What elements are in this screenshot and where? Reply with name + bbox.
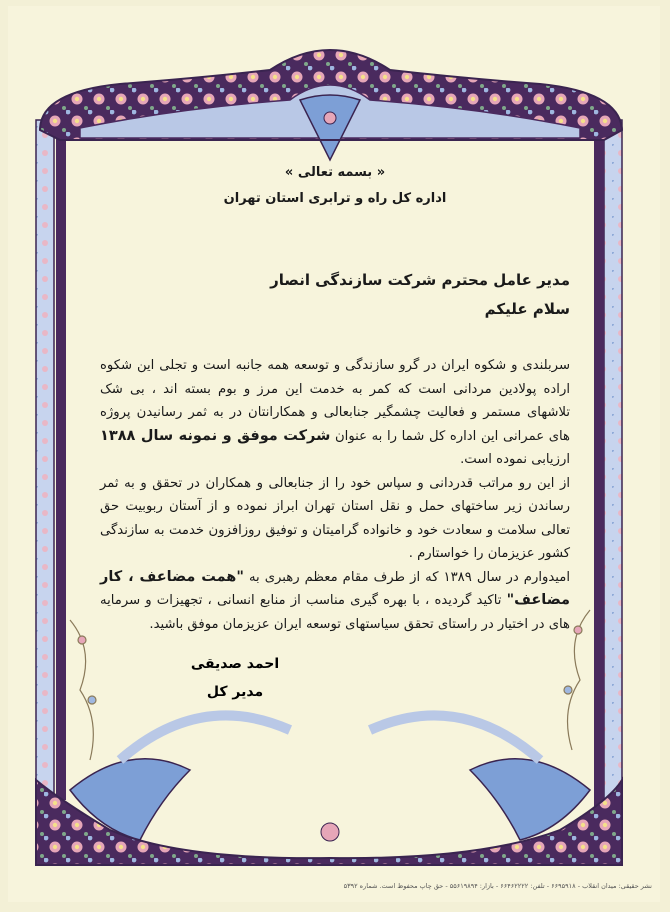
paragraph-1-text: سربلندی و شکوه ایران در گرو سازندگی و توسعه همه جانبه است و تجلی این شکوه اراده پولادین مردانی است که کمر به خدمت این مرز و بوم بسته اند ، بی شک تلاشهای مستمر و فعالیت چشمگیر جنابعالی و همکارانتان در به ثمر رسانیدن پروژه های عمرانی این اداره کل شما را به عنوان xyxy=(100,358,570,444)
signature-block xyxy=(150,650,320,706)
paragraph-2: از این رو مراتب قدردانی و سپاس خود را از جنابعالی و همکاران در تحقق و به ثمر رساندن زیر ساختهای حمل و نقل استان تهران ابراز نموده و از آستان ربوبیت حق تعالی سلامت و سعادت خود و خانواده گرامیتان و توفیق روزافزون خدمت به سازندگی کشور عزیزمان را خواستارم . xyxy=(100,475,570,561)
vine-left xyxy=(70,620,96,760)
highlight-slogan: "همت مضاعف ، کار مضاعف" xyxy=(100,568,570,608)
signer-title: مدیر کل xyxy=(206,684,264,700)
paragraph-1 xyxy=(100,354,570,472)
letter-body xyxy=(100,354,570,636)
recipient-block xyxy=(100,266,570,324)
paragraph-3-end: تاکید گردیده ، با بهره گیری مناسب از منابع انسانی ، تجهیزات و سرمایه های در اختیار در راستای تحقق سیاستهای توسعه ایران عزیزمان موفق باشید. xyxy=(100,593,570,632)
bottom-ornament xyxy=(36,715,622,865)
top-ornament xyxy=(40,50,622,160)
paragraph-3-start: امیدوارم در سال ۱۳۸۹ که از طرف مقام معظم رهبری به xyxy=(248,569,570,585)
left-border xyxy=(36,120,66,800)
publisher-footer: نشر حقیقی: میدان انقلاب - ۶۶۹۵۹۱۸ - تلفن: ۶۶۴۶۲۲۲۲ - بازار: ۵۵۶۱۹۸۹۴ - حق چاپ محفوظ است. شماره ۵۳۹۲ xyxy=(343,882,652,890)
letter-header xyxy=(100,160,570,212)
paragraph-3 xyxy=(100,566,570,637)
signer-name: احمد صدیقی xyxy=(190,656,280,672)
greeting: سلام علیکم xyxy=(484,300,570,318)
paragraph-1-end: ارزیابی نموده است. xyxy=(460,452,570,467)
letter-content xyxy=(100,160,570,636)
right-border xyxy=(594,120,622,810)
invocation: « بسمه تعالی » xyxy=(284,165,386,180)
highlight-award: شرکت موفق و نمونه سال ۱۳۸۸ xyxy=(100,427,331,444)
recipient-title: مدیر عامل محترم شرکت سازندگی انصار xyxy=(270,271,570,289)
organization-name: اداره کل راه و ترابری استان تهران xyxy=(223,191,447,206)
